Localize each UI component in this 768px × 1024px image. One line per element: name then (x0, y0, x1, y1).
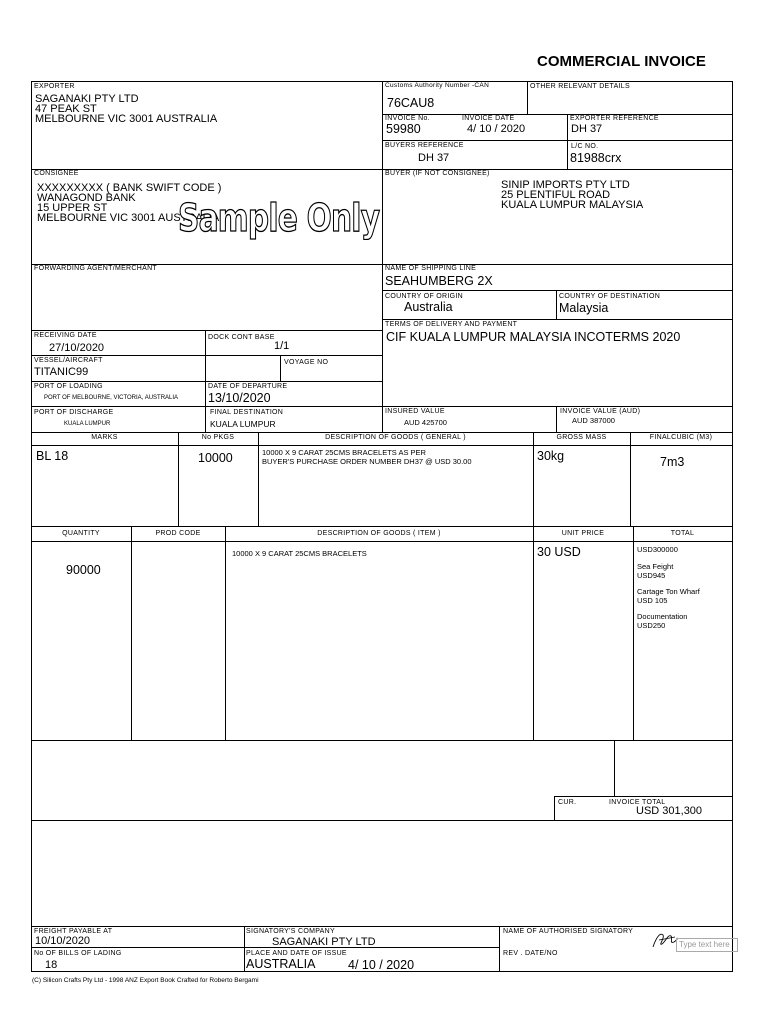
marks-value[interactable]: BL 18 (36, 449, 69, 463)
sig-company-value[interactable]: SAGANAKI PTY LTD (272, 936, 376, 948)
cur-label: CUR. (558, 799, 577, 806)
gross-mass-header: GROSS MASS (556, 434, 607, 441)
total-line-3[interactable]: Cartage Ton Wharf USD 105 (637, 587, 700, 605)
pkgs-value[interactable]: 10000 (198, 451, 233, 465)
invoice-date-label: INVOICE DATE (462, 115, 515, 122)
origin-label: COUNTRY OF ORIGIN (385, 293, 463, 300)
destination-country-value[interactable]: Malaysia (559, 301, 609, 315)
receiving-date-value[interactable]: 27/10/2020 (49, 342, 105, 354)
buyers-ref-label: BUYERS REFERENCE (385, 142, 464, 149)
issue-date-value[interactable]: 4/ 10 / 2020 (348, 958, 415, 972)
quantity-value[interactable]: 90000 (66, 563, 101, 577)
document-title: COMMERCIAL INVOICE (537, 53, 706, 70)
marks-header: MARKS (91, 434, 118, 441)
freight-value[interactable]: 10/10/2020 (35, 935, 91, 947)
sig-company-label: SIGNATORY'S COMPANY (246, 928, 335, 935)
item-desc-header: DESCRIPTION OF GOODS ( ITEM ) (317, 530, 441, 537)
port-loading-value[interactable]: PORT OF MELBOURNE, VICTORIA, AUSTRALIA (44, 395, 179, 401)
invoice-total-value[interactable]: USD 301,300 (636, 805, 703, 817)
insured-label: INSURED VALUE (385, 408, 445, 415)
forwarding-label: FORWARDING AGENT/MERCHANT (34, 265, 158, 272)
port-discharge-label: PORT OF DISCHARGE (34, 409, 114, 416)
exporter-label: EXPORTER (34, 83, 75, 90)
cubic-value[interactable]: 7m3 (660, 455, 685, 469)
invoice-date-value[interactable]: 4/ 10 / 2020 (467, 123, 526, 135)
vessel-value[interactable]: TITANIC99 (34, 366, 89, 378)
consignee-label: CONSIGNEE (34, 170, 79, 177)
unit-price-value[interactable]: 30 USD (537, 545, 581, 559)
final-dest-label: FINAL DESTINATION (210, 409, 284, 416)
prod-code-header: PROD CODE (155, 530, 201, 537)
terms-label: TERMS OF DELIVERY AND PAYMENT (385, 321, 518, 328)
total-line-1[interactable]: USD300000 (637, 545, 678, 554)
buyers-ref-value[interactable]: DH 37 (418, 152, 450, 164)
place-value[interactable]: AUSTRALIA (246, 957, 316, 971)
customs-value[interactable]: 76CAU8 (387, 96, 435, 110)
vessel-label: VESSEL/AIRCRAFT (34, 357, 103, 364)
insured-value[interactable]: AUD 425700 (404, 418, 447, 427)
freight-label: FREIGHT PAYABLE AT (34, 928, 113, 935)
customs-label: Customs Authority Number -CAN (385, 82, 490, 89)
final-dest-value[interactable]: KUALA LUMPUR (210, 419, 276, 429)
place-date-label: PLACE AND DATE OF ISSUE (246, 950, 347, 957)
invoice-value-label: INVOICE VALUE (AUD) (560, 408, 641, 415)
dock-value[interactable]: 1/1 (274, 340, 290, 352)
invoice-no-label: INVOICE No. (385, 115, 430, 122)
bills-label: No OF BILLS OF LADING (34, 950, 122, 957)
voyage-label: VOYAGE NO (284, 359, 329, 366)
port-loading-label: PORT OF LOADING (34, 383, 103, 390)
lc-no-value[interactable]: 81988crx (570, 151, 622, 165)
total-line-4[interactable]: Documentation USD250 (637, 612, 688, 630)
receiving-date-label: RECEIVING DATE (34, 332, 97, 339)
buyer-label: BUYER (IF NOT CONSIGNEE) (385, 170, 490, 177)
terms-value[interactable]: CIF KUALA LUMPUR MALAYSIA INCOTERMS 2020 (386, 330, 681, 344)
exporter-ref-label: EXPORTER REFERENCE (570, 115, 659, 122)
exporter-ref-value[interactable]: DH 37 (571, 123, 603, 135)
unit-price-header: UNIT PRICE (561, 530, 605, 537)
origin-value[interactable]: Australia (404, 300, 453, 314)
gross-mass-value[interactable]: 30kg (537, 449, 565, 463)
cubic-header: FINALCUBIC (M3) (649, 434, 713, 441)
invoice-no-value[interactable]: 59980 (386, 122, 421, 136)
shipping-line-label: NAME OF SHIPPING LINE (385, 265, 477, 272)
auth-sig-label: NAME OF AUTHORISED SIGNATORY (503, 928, 634, 935)
departure-label: DATE OF DEPARTURE (208, 383, 288, 390)
shipping-line-value[interactable]: SEAHUMBERG 2X (385, 274, 493, 288)
consignee-value[interactable]: XXXXXXXXX ( BANK SWIFT CODE ) WANAGOND BANK 15 UPPER ST MELBOURNE VIC 3001 AUSTRALIA (37, 182, 222, 224)
item-desc-value[interactable]: 10000 X 9 CARAT 25CMS BRACELETS (232, 549, 367, 558)
goods-desc-value[interactable]: 10000 X 9 CARAT 25CMS BRACELETS AS PER BUYER'S PURCHASE ORDER NUMBER DH37 @ USD 30.00 (262, 448, 472, 466)
bills-value[interactable]: 18 (45, 959, 58, 971)
other-details-label: OTHER RELEVANT DETAILS (530, 83, 630, 90)
invoice-total-label: INVOICE TOTAL (609, 799, 666, 806)
goods-desc-header: DESCRIPTION OF GOODS ( GENERAL ) (325, 434, 466, 441)
port-discharge-value[interactable]: KUALA LUMPUR (64, 421, 111, 427)
buyer-value[interactable]: SINIP IMPORTS PTY LTD 25 PLENTIFUL ROAD KUALA LUMPUR MALAYSIA (501, 179, 644, 211)
pkgs-header: No PKGS (201, 434, 235, 441)
copyright-footer: (C) Silicon Crafts Pty Ltd - 1998 ANZ Export Book Crafted for Roberto Bergami (32, 977, 259, 984)
sample-only-stamp: Sample Only (178, 196, 380, 240)
invoice-value-value[interactable]: AUD 387000 (572, 416, 615, 425)
quantity-header: QUANTITY (62, 530, 100, 537)
departure-value[interactable]: 13/10/2020 (208, 391, 271, 405)
rev-label: REV . DATE/NO (503, 950, 558, 957)
lc-no-label: L/C NO. (571, 143, 599, 150)
dock-label: DOCK CONT BASE (208, 334, 275, 341)
total-header: TOTAL (670, 530, 695, 537)
signatory-text-field[interactable]: Type text here (676, 938, 738, 952)
total-line-2[interactable]: Sea Feight USD945 (637, 562, 674, 580)
exporter-value[interactable]: SAGANAKI PTY LTD 47 PEAK ST MELBOURNE VIC 3001 AUSTRALIA (35, 93, 218, 125)
destination-country-label: COUNTRY OF DESTINATION (559, 293, 661, 300)
